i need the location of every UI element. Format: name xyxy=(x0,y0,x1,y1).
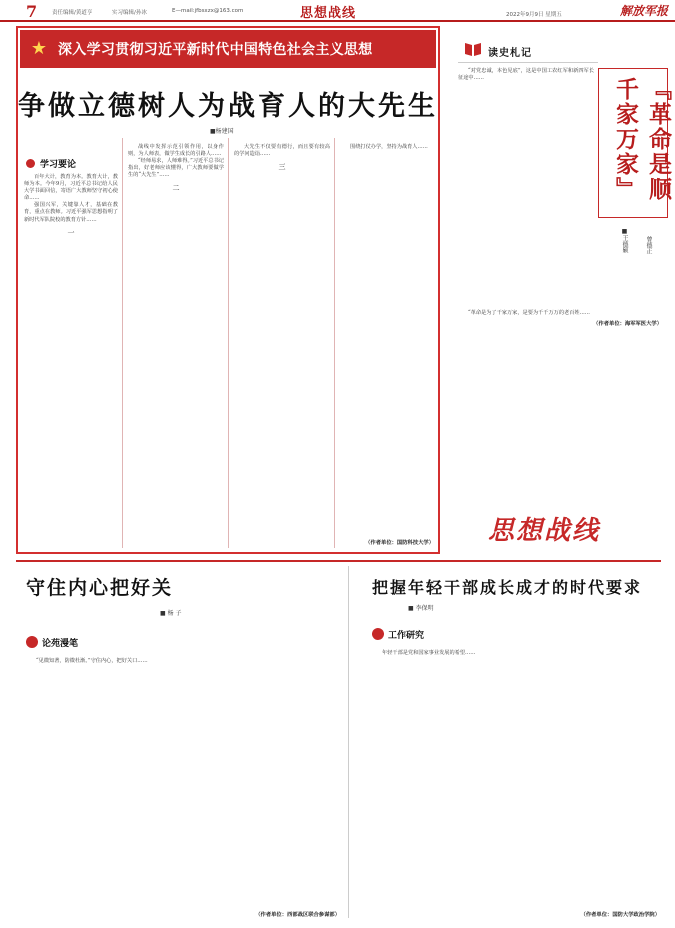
divider xyxy=(16,560,661,562)
section-number: 一 xyxy=(67,228,75,237)
author-unit: （作者单位：海军军医大学） xyxy=(593,321,662,328)
bottom-left-title: 守住内心把好关 xyxy=(26,577,174,599)
paragraph: “革命是为了干家万家，是要为千千万万的老百姓…… xyxy=(468,310,590,316)
author-unit: （作者单位：西部战区联合参谋部） xyxy=(255,912,340,918)
article-column-3 xyxy=(234,144,330,176)
author-unit: （作者单位：国防科技大学） xyxy=(365,540,434,546)
paragraph: 百年大计，教育为本。教育大计，教师为本。今年9月，习近平总书记给人民大学书面回信，寄语广大教师坚守初心使命…… xyxy=(24,174,118,202)
section-number: 二 xyxy=(172,184,180,193)
intern-credit: 实习编辑/孙冰 xyxy=(112,10,147,16)
side-article-top xyxy=(458,68,594,82)
column-divider xyxy=(122,138,123,548)
vertical-title-text: 『革命是顺千家万家』 xyxy=(612,77,672,202)
paragraph: “经师易求，人师难得。”习近平总书记指出，好老师应该懂得，广大教师要做学生的“大先生”…… xyxy=(128,158,224,179)
article-column-1 xyxy=(24,174,118,242)
paragraph: 战线中发挥示范引领作用，以身作则，为人师表，做学生成长的引路人…… xyxy=(128,144,224,158)
article-title: 争做立德树人为战育人的大先生 xyxy=(18,91,438,122)
paragraph: 围绕打仗办学，坚持为战育人…… xyxy=(350,144,428,150)
column-label: 读史札记 xyxy=(488,48,532,59)
author-unit: （作者单位：国防大学政治学院） xyxy=(580,912,660,918)
page-number: 7 xyxy=(26,2,38,21)
section-name: 思想战线 xyxy=(300,6,357,21)
column-label: 论苑漫笔 xyxy=(42,639,79,649)
paragraph: “对党忠诚，本色见底”，这是中国工农红军和新四军长征途中…… xyxy=(458,68,594,82)
section-number: 三 xyxy=(278,163,286,172)
paragraph: 年轻干部是党和国家事业发展的希望…… xyxy=(382,650,476,656)
article-byline: ■杨建国 xyxy=(210,128,234,135)
theme-banner xyxy=(20,30,436,68)
masthead-logo: 解放军报 xyxy=(620,4,669,18)
feature-article xyxy=(16,26,440,554)
column-divider xyxy=(348,566,349,918)
article-column-2 xyxy=(128,144,224,197)
editor-credit: 责任编辑/黄道亨 xyxy=(52,10,93,16)
issue-date: 2022年9月9日 星期五 xyxy=(506,12,562,18)
bottom-right-title: 把握年轻干部成长成才的时代要求 xyxy=(372,578,643,597)
side-article-author: 曾德正 xyxy=(645,236,652,254)
bottom-left-byline: ■ 杨 子 xyxy=(160,610,182,617)
column-divider xyxy=(228,138,229,548)
column-divider xyxy=(334,138,335,548)
section-seal: 思想战线 xyxy=(488,516,601,546)
side-article-author: ■王德颖 xyxy=(621,228,628,253)
column-label: 学习要论 xyxy=(40,160,77,170)
divider xyxy=(458,62,598,63)
side-article-title xyxy=(598,68,672,218)
column-label: 工作研究 xyxy=(388,631,425,641)
party-emblem-icon: ★ xyxy=(30,38,48,59)
page-header xyxy=(0,0,675,22)
book-icon xyxy=(463,40,483,58)
column-marker-icon xyxy=(26,159,35,168)
paragraph: 大先生不仅要有德行，而且要有较高的学问造诣…… xyxy=(234,144,330,158)
side-article-bottom xyxy=(458,310,662,327)
bottom-right-byline: ■ 李保明 xyxy=(408,605,434,612)
bottom-left-body xyxy=(26,658,326,665)
article-column-4 xyxy=(340,144,434,151)
paragraph: “见微知著，防微杜渐。”守住内心，把好关口…… xyxy=(36,658,148,664)
email-contact: E—mail:jfbsxzx@163.com xyxy=(172,8,244,14)
column-marker-icon xyxy=(26,636,38,648)
banner-text: 深入学习贯彻习近平新时代中国特色社会主义思想 xyxy=(58,42,373,58)
bottom-right-body xyxy=(372,650,660,657)
paragraph: 强国兴军，关键靠人才，基础在教育，重点在教师。习近平强军思想指明了新时代军队院校的教育方针…… xyxy=(24,202,118,223)
column-marker-icon xyxy=(372,628,384,640)
